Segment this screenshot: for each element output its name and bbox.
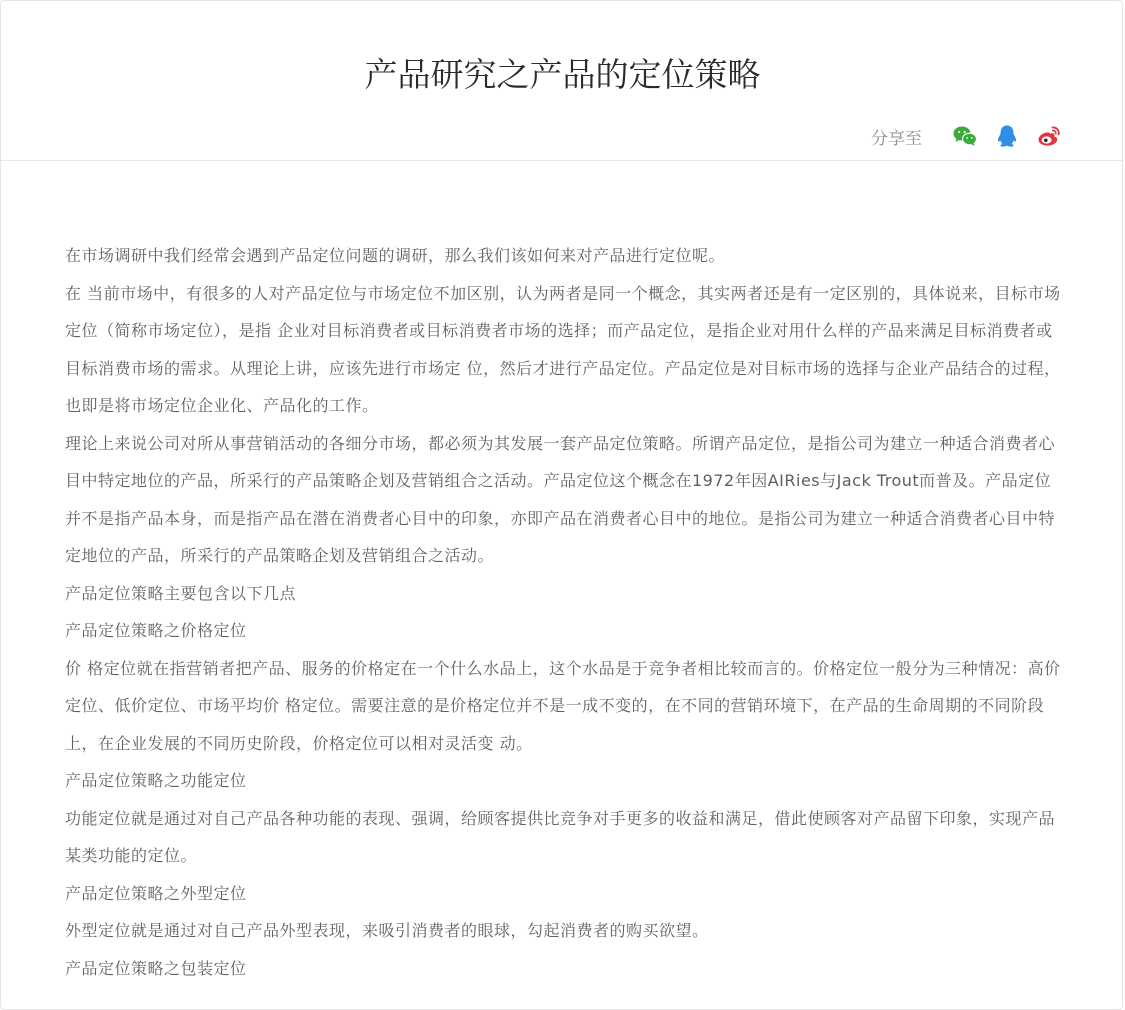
share-label: 分享至 — [871, 128, 922, 149]
section-heading: 产品定位策略之价格定位 — [65, 621, 247, 640]
paragraph: 价 格定位就在指营销者把产品、服务的价格定在一个什么水品上，这个水品是于竞争者相比较而言的。价格定位一般分为三种情况：高价定位、低价定位、市场平均价 格定位。需要注意的是价格定位并不是一成不变的，在不同的营销环境下，在产品的生命周期的不同阶段上，在企业发展的不同历史阶段，价格定位可以相对灵活变 动。 — [65, 658, 1061, 753]
section-heading: 产品定位策略之外型定位 — [65, 883, 247, 903]
paragraph: 在 当前市场中，有很多的人对产品定位与市场定位不加区别，认为两者是同一个概念，其实两者还是有一定区别的，具体说来，目标市场定位（简称市场定位），是指 企业对目标消费者或目标消费者市场的选择；而产品定位，是指企业对用什么样的产品来满足目标消费者或目标消费市场的需求。从理论上讲，应该先进行市场定 位，然后才进行产品定位。产品定位是对目标市场的选择与企业产品结合的过程，也即是将市场定位企业化、产品化的工作。 — [65, 283, 1061, 415]
article-header — [1, 1, 1124, 161]
section-heading: 产品定位策略主要包含以下几点 — [65, 583, 297, 603]
paragraph: 外型定位就是通过对自己产品外型表现，来吸引消费者的眼球，勾起消费者的购买欲望。 — [65, 921, 709, 940]
paragraph: 理论上来说公司对所从事营销活动的各细分市场，都必须为其发展一套产品定位策略。所谓产品定位，是指公司为建立一种适合消费者心目中特定地位的产品，所采行的产品策略企划及营销组合之活动。产品定位这个概念在1972年因AIRies与Jack Trout而普及。产品定位并不是指产品本身，而是指产品在潜在消费者心目中的印象，亦即产品在消费者心目中的地位。是指公司为建立一种适合消费者心目中特定地位的产品，所采行的产品策略企划及营销组合之活动。 — [65, 433, 1056, 565]
paragraph: 在市场调研中我们经常会遇到产品定位问题的调研，那么我们该如何来对产品进行定位呢。 — [65, 246, 726, 265]
article-body — [65, 237, 1065, 987]
page-title: 产品研究之产品的定位策略 — [364, 55, 761, 94]
weibo-icon[interactable] — [1036, 123, 1062, 149]
wechat-icon[interactable] — [952, 123, 978, 149]
paragraph: 功能定位就是通过对自己产品各种功能的表现、强调，给顾客提供比竞争对手更多的收益和满足，借此使顾客对产品留下印象，实现产品某类功能的定位。 — [65, 808, 1056, 865]
section-heading: 产品定位策略之包装定位 — [65, 958, 247, 978]
qq-icon[interactable] — [994, 123, 1020, 149]
share-bar — [871, 121, 1062, 151]
section-heading: 产品定位策略之功能定位 — [65, 771, 247, 790]
